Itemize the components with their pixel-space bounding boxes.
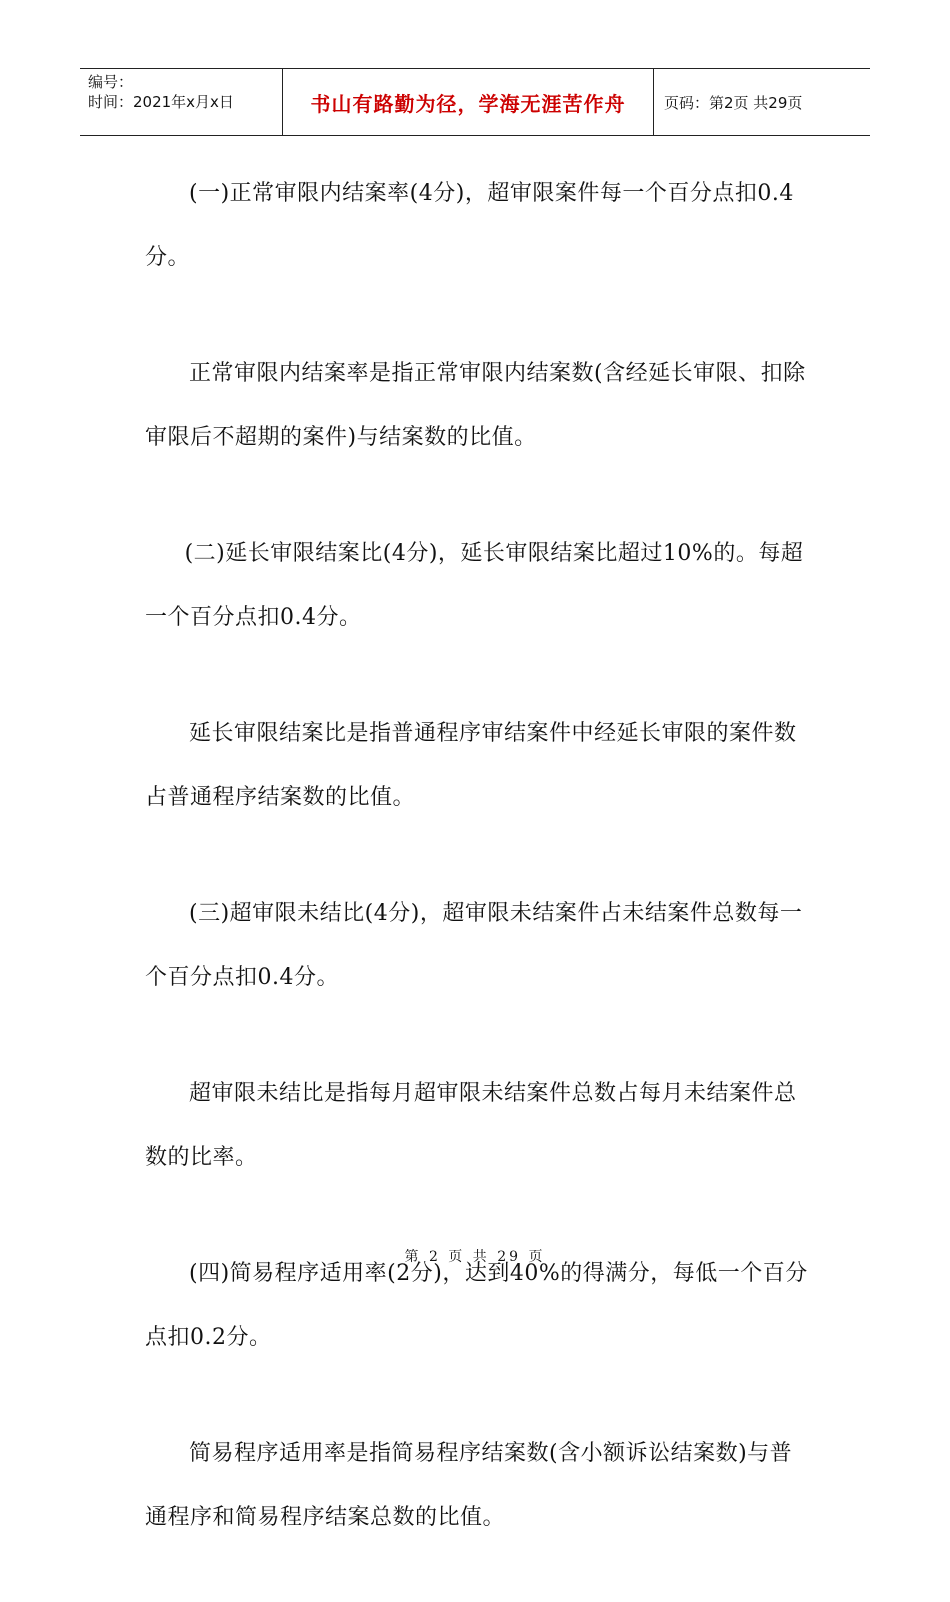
paragraph-4: 延长审限结案比是指普通程序审结案件中经延长审限的案件数占普通程序结案数的比值。 xyxy=(145,721,797,810)
document-number-label: 编号： xyxy=(88,73,134,91)
paragraph-6: 超审限未结比是指每月超审限未结案件总数占每月未结案件总数的比率。 xyxy=(145,1081,797,1170)
page-footer: 第 2 页 共 29 页 xyxy=(404,1249,546,1265)
page-header xyxy=(80,68,870,136)
header-motto: 书山有路勤为径，学海无涯苦作舟 xyxy=(282,69,654,135)
paragraph-3: (二)延长审限结案比(4分)，延长审限结案比超过10%的。每超一个百分点扣0.4分。 xyxy=(145,541,804,630)
document-body xyxy=(145,162,810,1602)
paragraph-1: (一)正常审限内结案率(4分)，超审限案件每一个百分点扣0.4分。 xyxy=(145,181,794,270)
paragraph-5: (三)超审限未结比(4分)，超审限未结案件占未结案件总数每一个百分点扣0.4分。 xyxy=(145,901,803,990)
paragraph-7: (四)简易程序适用率(2分)，达到40%的得满分，每低一个百分点扣0.2分。 xyxy=(145,1261,808,1350)
document-time-label: 时间：2021年x月x日 xyxy=(88,93,234,111)
paragraph-8: 简易程序适用率是指简易程序结案数(含小额诉讼结案数)与普通程序和简易程序结案总数的比值。 xyxy=(145,1441,793,1530)
header-page-info: 页码：第2页 共29页 xyxy=(664,93,803,112)
header-meta xyxy=(80,69,282,135)
paragraph-2: 正常审限内结案率是指正常审限内结案数(含经延长审限、扣除审限后不超期的案件)与结案数的比值。 xyxy=(145,361,806,450)
